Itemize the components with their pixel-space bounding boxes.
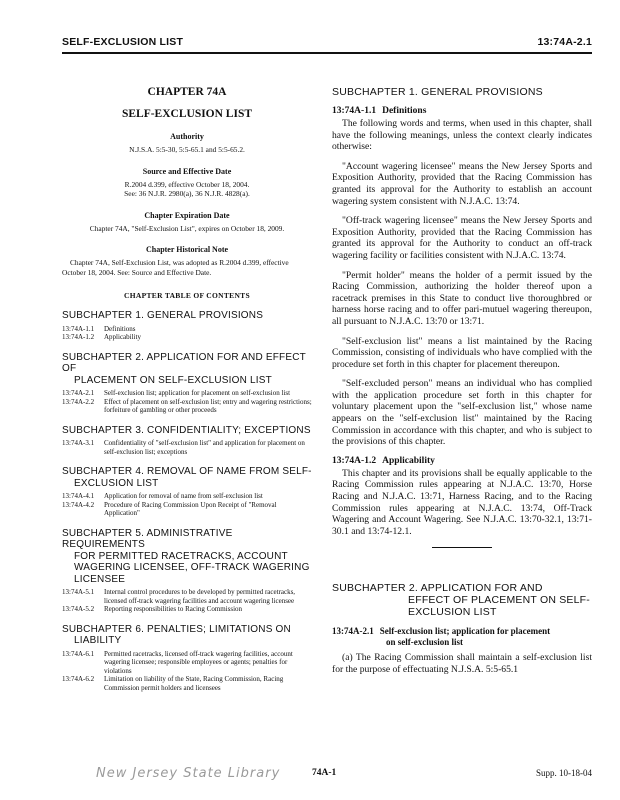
toc-entry (62, 398, 312, 415)
historical-heading: Chapter Historical Note (145, 245, 229, 254)
toc-subchapter-3 (62, 425, 312, 457)
library-watermark: New Jersey State Library (96, 766, 281, 781)
header-chapter-name: SELF-EXCLUSION LIST (62, 36, 184, 48)
toc-subchapter-2 (62, 352, 312, 415)
toc-entry-number: 13:74A-1.1 (62, 324, 95, 333)
toc-subchapter-1 (62, 310, 312, 342)
page-footer (62, 768, 592, 788)
toc-subchapter-title-cont: WAGERING LICENSEE, OFF-TRACK WAGERING LICENSEE (74, 562, 310, 585)
section-title-cont: on self-exclusion list (386, 637, 464, 648)
left-column (62, 86, 312, 692)
section-title: Definitions (382, 106, 427, 116)
section-heading (332, 106, 592, 116)
toc-subchapter-4 (62, 466, 312, 518)
toc-entry-text: Procedure of Racing Commission Upon Receipt of "Removal Application" (104, 500, 277, 517)
definition-self-exclusion-list: "Self-exclusion list" means a list maintained by the Racing Commission, consisting of individuals who have complied with the procedure set forth in this chapter for placement thereupon. (332, 335, 592, 370)
section-heading (332, 626, 592, 648)
chapter-title: SELF-EXCLUSION LIST (121, 108, 253, 120)
page-number: 74A-1 (312, 768, 337, 778)
toc-subchapter-title: SUBCHAPTER 2. APPLICATION FOR AND EFFECT OF (62, 351, 306, 374)
chapter-number: CHAPTER 74A (147, 86, 227, 98)
toc-entry-number: 13:74A-6.2 (62, 675, 95, 683)
toc-entry (62, 439, 312, 456)
toc-entry-text: Internal control procedures to be developed by permitted racetracks, licensed off-track wagering facilities and account wagering licensee (104, 588, 296, 605)
subchapter-2-line-3: EXCLUSION LIST (408, 606, 497, 619)
toc-subchapter-title: SUBCHAPTER 3. CONFIDENTIALITY; EXCEPTIONS (62, 424, 311, 436)
toc-heading: CHAPTER TABLE OF CONTENTS (124, 291, 250, 300)
toc-subchapter-title: SUBCHAPTER 5. ADMINISTRATIVE REQUIREMENTS (62, 527, 233, 550)
section-end-rule (432, 547, 492, 548)
toc-entry-text: Permitted racetracks, licensed off-track wagering facilities, account wagering licensee; responsible employees or agents; penalties for violations (104, 649, 293, 675)
definition-self-excluded-person: "Self-excluded person" means an individual who has complied with the application procedure set forth in this chapter for voluntary placement upon the "self-exclusion list," whose name appears on the "self-exclusion list" maintained by the Racing Commission in accordance with this chapter, and who is subject to the provisions of this chapter. (332, 378, 592, 448)
header-rule (62, 52, 592, 54)
toc-entry-text: Self-exclusion list; application for placement on self-exclusion list (104, 389, 291, 397)
toc-entry-number: 13:74A-6.1 (62, 649, 95, 658)
toc-entry (62, 333, 312, 342)
toc-subchapter-title-cont: PLACEMENT ON SELF-EXCLUSION LIST (74, 374, 272, 386)
subchapter-1-heading: SUBCHAPTER 1. GENERAL PROVISIONS (332, 86, 543, 98)
toc-subchapter-title-cont: FOR PERMITTED RACETRACKS, ACCOUNT (74, 550, 288, 562)
toc-entry-number: 13:74A-2.1 (62, 389, 95, 397)
section-title: Self-exclusion list; application for placement (379, 626, 551, 637)
toc-entry-number: 13:74A-1.2 (62, 333, 95, 341)
toc-entry-number: 13:74A-2.2 (62, 397, 95, 406)
section-number: 13:74A-1.1 (332, 106, 377, 116)
toc-entry-text: Confidentiality of "self-exclusion list" and application for placement on self-exclusion list; exceptions (104, 439, 305, 456)
toc-entry-number: 13:74A-5.2 (62, 605, 95, 613)
toc-entry-text: Applicability (104, 333, 141, 341)
section-number: 13:74A-2.1 (332, 626, 374, 637)
toc-subchapter-6 (62, 624, 312, 693)
section-number: 13:74A-1.2 (332, 455, 377, 466)
toc-entry-number: 13:74A-4.2 (62, 500, 95, 509)
toc-entry (62, 389, 312, 398)
subchapter-2-line-2: EFFECT OF PLACEMENT ON SELF- (408, 594, 590, 607)
toc-subchapter-title: SUBCHAPTER 4. REMOVAL OF NAME FROM SELF- (62, 466, 312, 477)
toc-entry (62, 650, 312, 676)
toc-subchapter-5 (62, 528, 312, 614)
definitions-intro: The following words and terms, when used in this chapter, shall have the following meanings, unless the context clearly indicates otherwise: (332, 118, 592, 153)
definition-off-track: "Off-track wagering licensee" means the New Jersey Sports and Exposition Authority, provided that the Racing Commission has granted its approval for the Authority to conduct an off-track wagering facility or facilities consistent with N.J.A.C. 13:74. (332, 215, 592, 261)
toc-entry-number: 13:74A-4.1 (62, 492, 95, 500)
subchapter-2-line-1: SUBCHAPTER 2. APPLICATION FOR AND (332, 582, 543, 595)
definition-account-wagering: "Account wagering licensee" means the New Jersey Sports and Exposition Authority, provided that the Racing Commission has granted its approval for the Authority to establish an account wagering system consistent with N.J.A.C. 13:74. (332, 160, 592, 207)
toc-subchapter-title: SUBCHAPTER 1. GENERAL PROVISIONS (62, 310, 264, 321)
supplement-date: Supp. 10-18-04 (536, 768, 592, 778)
toc-entry-text: Effect of placement on self-exclusion list; entry and wagering restrictions; forfeiture of gambling or other proceeds (104, 397, 312, 414)
toc-subchapter-title-cont: EXCLUSION LIST (74, 477, 159, 489)
expiration-text: Chapter 74A, "Self-Exclusion List", expires on October 18, 2009. (89, 223, 285, 233)
subchapter-2-heading (332, 582, 592, 618)
toc-entry (62, 588, 312, 605)
source-text-2: See: 36 N.J.R. 2980(a), 36 N.J.R. 4828(a). (124, 189, 250, 198)
right-column (332, 86, 592, 684)
authority-text: N.J.S.A. 5:5-30, 5:5-65.1 and 5:5-65.2. (129, 145, 245, 154)
toc-entry-text: Definitions (104, 324, 136, 333)
authority-heading: Authority (170, 132, 204, 141)
definition-permit-holder: "Permit holder" means the holder of a permit issued by the Racing Commission, authorizing the holder thereof upon a racetrack premises in this State to conduct live thoroughbred or harness horse racing and to offer pari-mutuel wagering thereupon, all pursuant to N.J.A.C. 13:70 or 13:71. (332, 269, 592, 327)
section-title: Applicability (382, 455, 435, 466)
toc-entry-number: 13:74A-5.1 (62, 588, 95, 596)
section-2-1-text: (a) The Racing Commission shall maintain a self-exclusion list for the purpose of effectuating N.J.S.A. 5:5-65.1 (332, 652, 592, 675)
historical-text: Chapter 74A, Self-Exclusion List, was adopted as R.2004 d.399, effective October 18, 2004. See: Source and Effective Date. (62, 258, 289, 277)
expiration-heading: Chapter Expiration Date (144, 210, 230, 220)
toc-entry (62, 325, 312, 334)
source-heading: Source and Effective Date (142, 166, 232, 176)
toc-entry (62, 492, 312, 501)
toc-entry-number: 13:74A-3.1 (62, 439, 95, 447)
toc-entry-text: Application for removal of name from self-exclusion list (104, 492, 263, 500)
toc-entry (62, 501, 312, 518)
toc-entry (62, 605, 312, 614)
section-heading (332, 456, 592, 466)
applicability-text: This chapter and its provisions shall be equally applicable to the Racing Commission rules appearing at N.J.A.C. 13:70, Horse Racing and N.J.A.C. 13:71, Harness Racing, and to the Racing Commission rules appearing at N.J.A.C. 13:74, Off-Track Wagering and Account Wagering. See N.J.A.C. 13:70-32.1, 13:71-30.1 and 13:74-12.1. (332, 467, 592, 537)
toc-subchapter-title: SUBCHAPTER 6. PENALTIES; LIMITATIONS ON (62, 623, 291, 635)
toc-entry-text: Reporting responsibilities to Racing Commission (104, 605, 243, 613)
toc-entry-text: Limitation on liability of the State, Racing Commission, Racing Commission permit holders and licensees (104, 675, 284, 692)
header-section-number: 13:74A-2.1 (537, 36, 592, 48)
toc-entry (62, 675, 312, 692)
source-text-1: R.2004 d.399, effective October 18, 2004. (124, 179, 250, 189)
toc-subchapter-title-cont: LIABILITY (74, 635, 122, 646)
